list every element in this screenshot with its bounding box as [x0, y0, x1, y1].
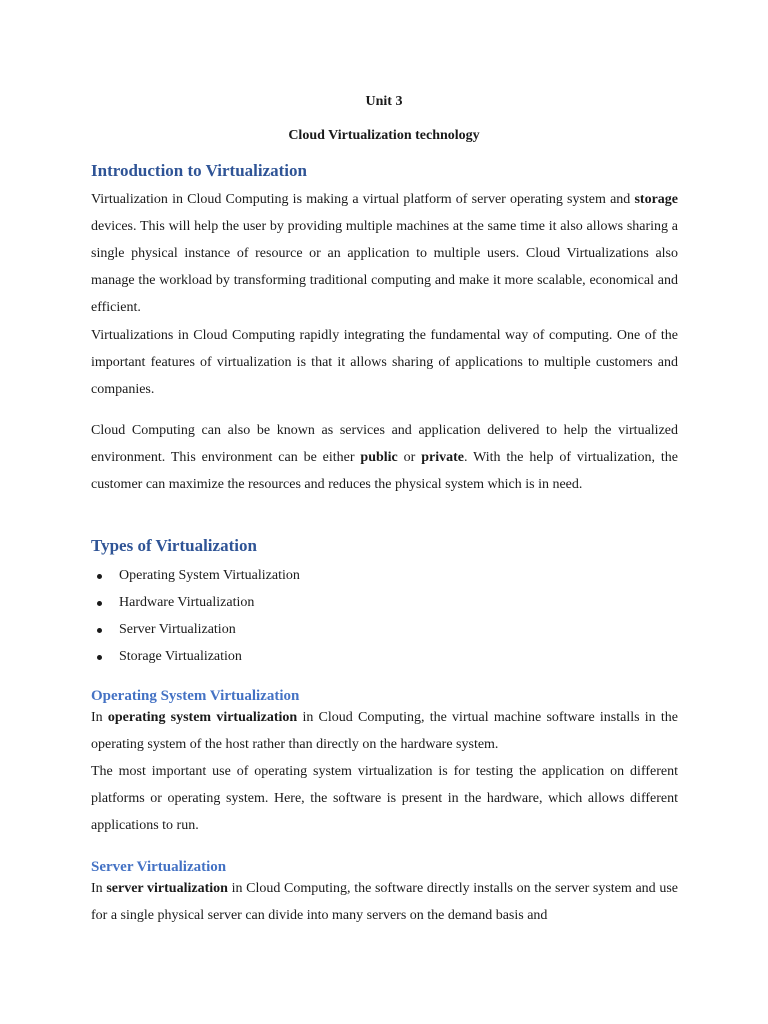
text-run: . With the help of virtualization, the customer can maximize the resources and reduces the physical system which is in need. — [91, 450, 679, 492]
bold-term: private — [421, 450, 464, 465]
text-run: in Cloud Computing, the virtual machine software installs in the operating system of the host rather than directly on the hardware system. — [91, 710, 678, 752]
bold-term: operating system virtualization — [107, 710, 298, 725]
os-virtualization-paragraph-1 — [91, 704, 678, 758]
intro-heading: Introduction to Virtualization — [91, 161, 307, 180]
os-virtualization-heading: Operating System Virtualization — [91, 688, 300, 704]
text-run: Cloud Computing can also be known as services and application delivered to help the virtualized environment. This environment can be either — [91, 423, 678, 465]
text-run: In — [91, 710, 108, 725]
server-virtualization-paragraph-1 — [91, 875, 678, 929]
bold-term: public — [360, 450, 398, 465]
types-list — [91, 562, 300, 670]
server-virtualization-heading: Server Virtualization — [91, 859, 227, 875]
list-item: Hardware Virtualization — [91, 589, 300, 616]
text-run: devices. This will help the user by providing multiple machines at the same time it also allows sharing a single physical instance of resource or an application to multiple users. Cloud Virtualizations also manage the workload by transforming traditional computing and make it more scalable, economical and efficient. — [91, 219, 678, 315]
list-item: Operating System Virtualization — [91, 562, 300, 589]
types-heading: Types of Virtualization — [91, 536, 257, 555]
bold-term: server virtualization — [106, 881, 228, 896]
document-title: Cloud Virtualization technology — [288, 128, 480, 143]
list-item: Server Virtualization — [91, 616, 300, 643]
text-run: in Cloud Computing, the software directly installs on the server system and use for a single physical server can divide into many servers on the demand basis and — [91, 881, 678, 923]
os-virtualization-paragraph-2: The most important use of operating system virtualization is for testing the application on different platforms or operating system. Here, the software is present in the hardware, which allows different applications to run. — [91, 764, 678, 833]
list-item: Storage Virtualization — [91, 643, 300, 670]
bold-term: storage — [634, 192, 678, 207]
unit-label: Unit 3 — [365, 94, 403, 109]
intro-paragraph-1 — [91, 186, 678, 321]
text-run: Virtualization in Cloud Computing is making a virtual platform of server operating system and — [91, 192, 635, 207]
intro-paragraph-2: Virtualizations in Cloud Computing rapidly integrating the fundamental way of computing. One of the important features of virtualization is that it allows sharing of applications to multiple customers and companies. — [91, 328, 678, 397]
intro-paragraph-3 — [91, 417, 678, 498]
text-run: or — [397, 450, 422, 465]
text-run: In — [91, 881, 107, 896]
